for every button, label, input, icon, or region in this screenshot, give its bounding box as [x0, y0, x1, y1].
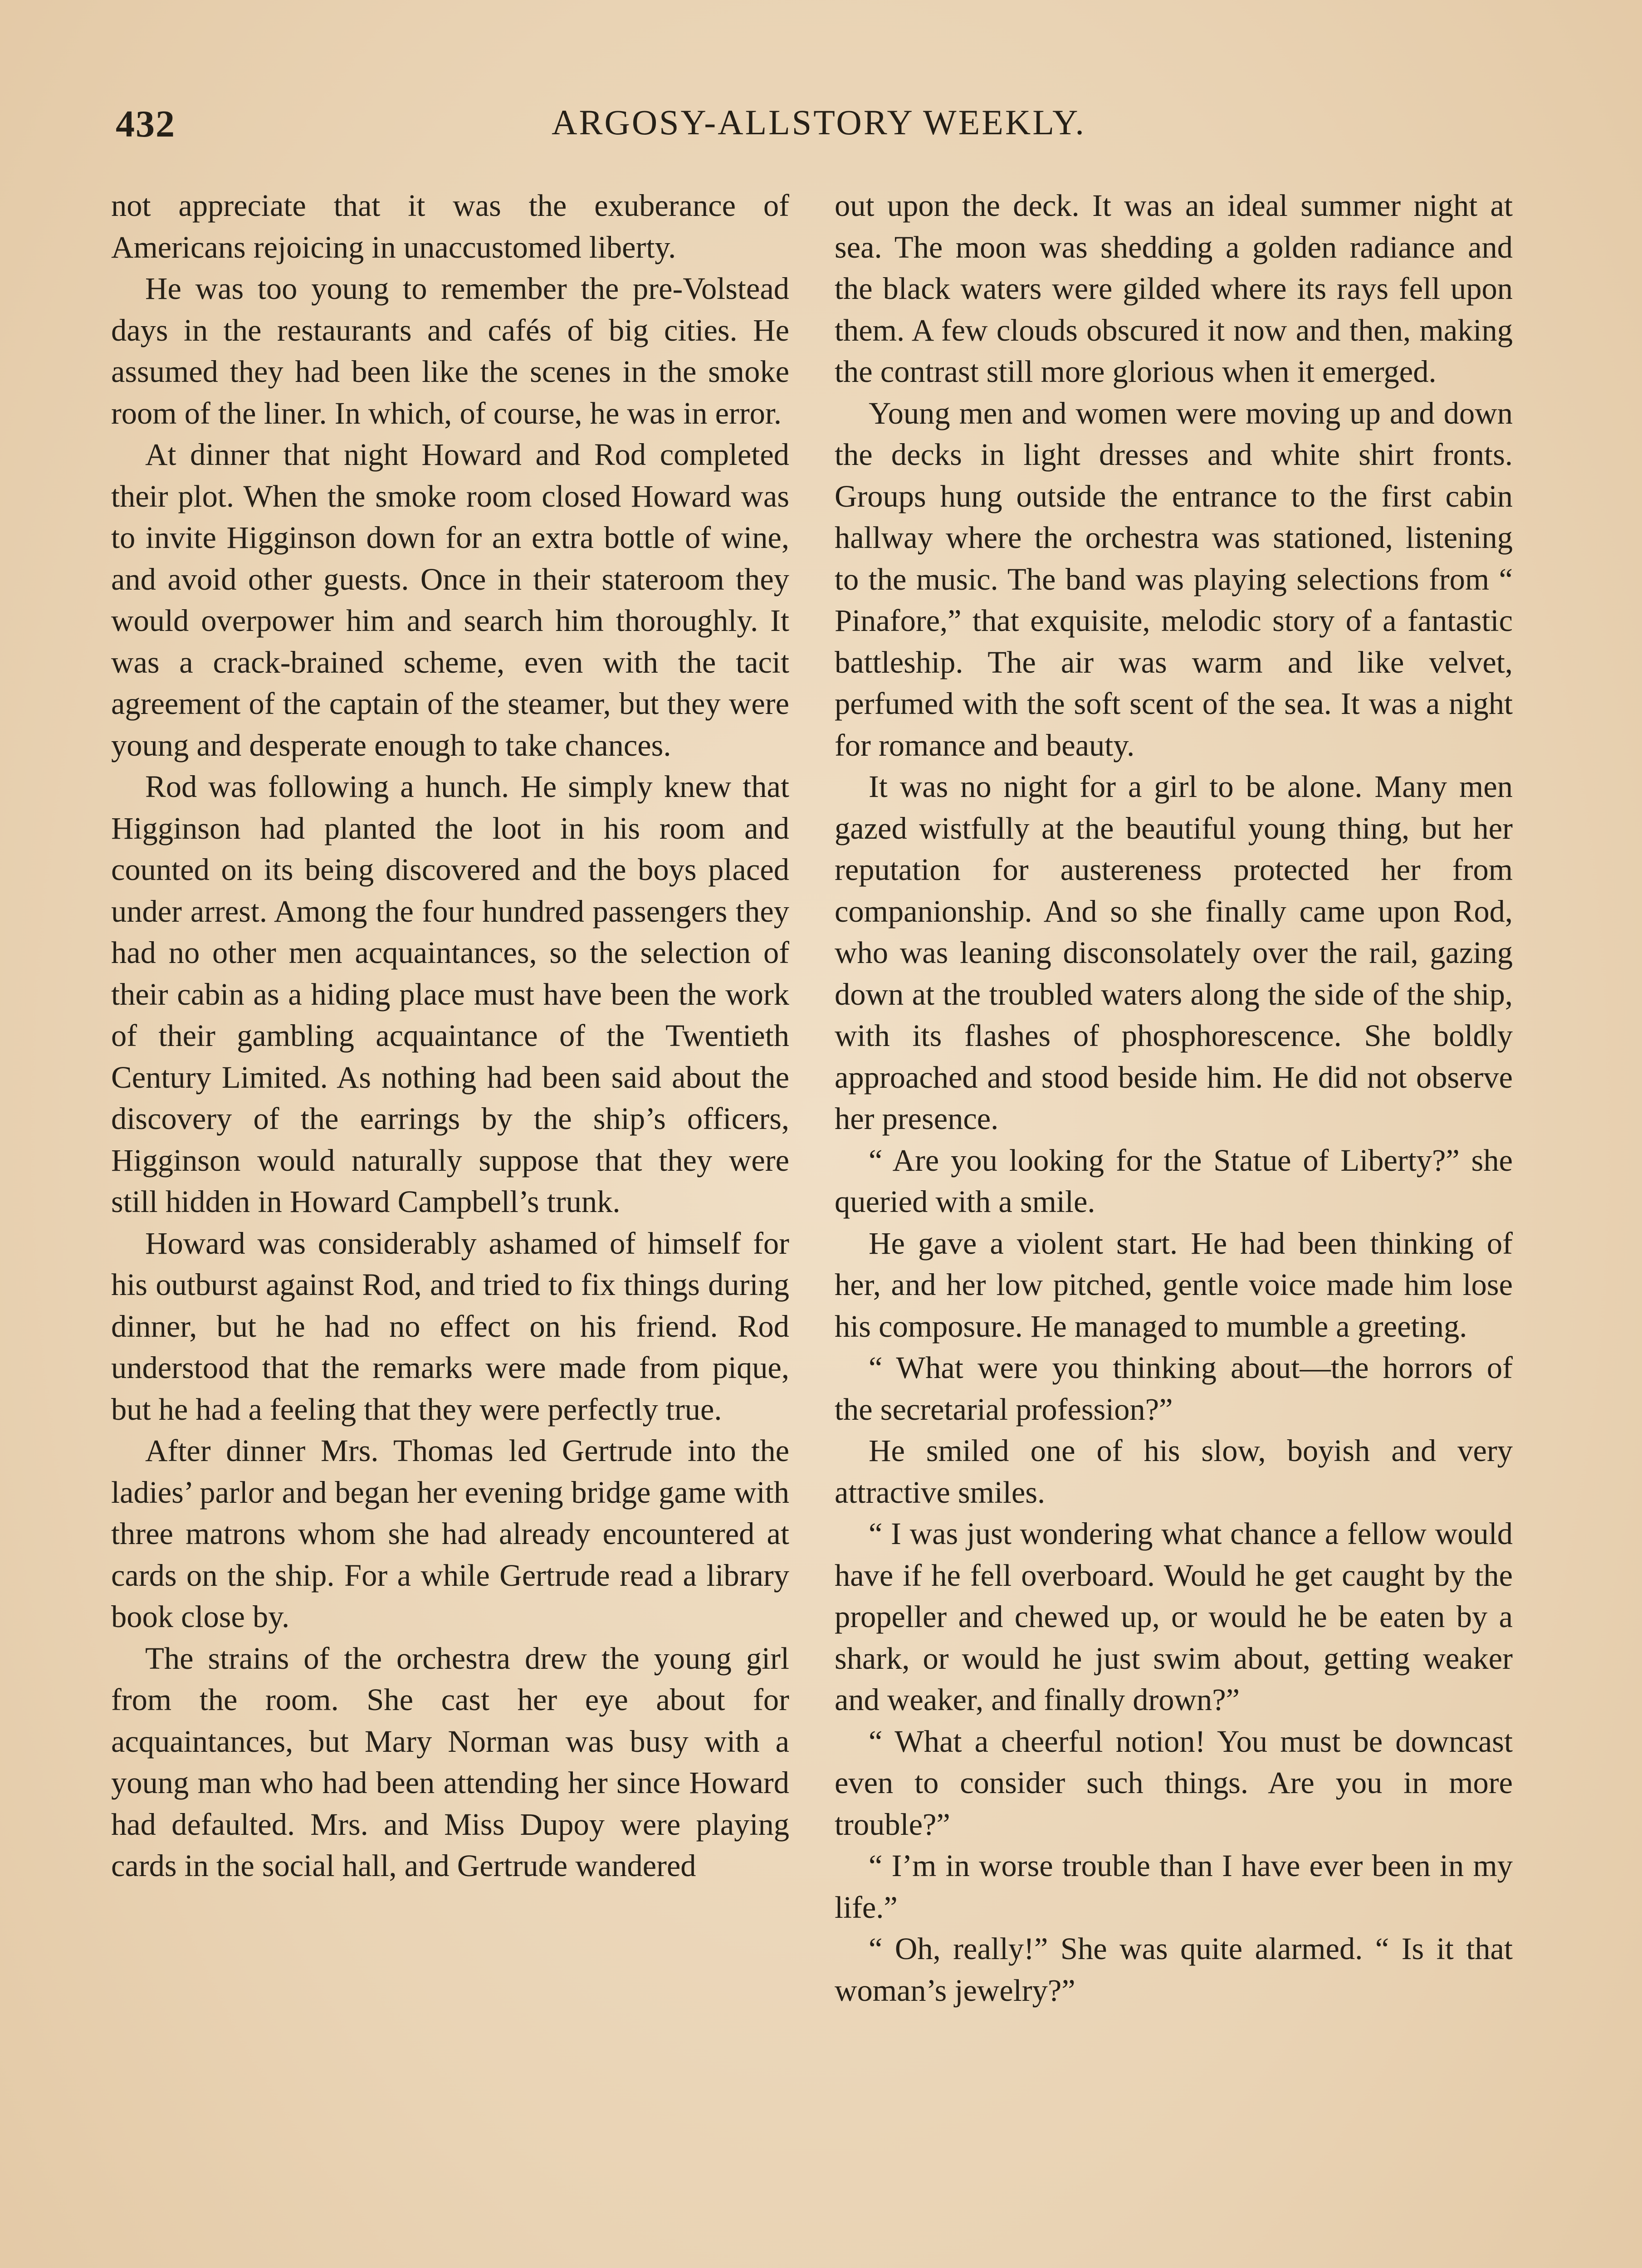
paragraph: “ Oh, really!” She was quite alarmed. “ Is it that woman’s jewelry?” — [835, 1931, 1513, 2008]
paragraph: Howard was considerably ashamed of himself for his outburst against Rod, and tried to fix things during dinner, but he had no effect on his friend. Rod understood that the remarks were made from pique, but he had a feeling that they were perfectly true. — [111, 1226, 789, 1427]
paragraph: Rod was following a hunch. He simply knew that Higginson had planted the loot in his room and counted on its being discovered and the boys placed under arrest. Among the four hundred passengers they had no other men acquaintances, so the selection of their cabin as a hiding place must have been the work of their gambling acquaintance of the Twentieth Century Limited. As nothing had been said about the discovery of the earrings by the ship’s officers, Higginson would naturally suppose that they were still hidden in Howard Campbell’s trunk. — [111, 769, 789, 1219]
paragraph: After dinner Mrs. Thomas led Gertrude into the ladies’ parlor and began her evening bridge game with three matrons whom she had already encountered at cards on the ship. For a while Gertrude read a library book close by. — [111, 1433, 789, 1634]
paragraph: He was too young to remember the pre-Volstead days in the restaurants and cafés of big cities. He assumed they had been like the scenes in the smoke room of the liner. In which, of course, he was in error. — [111, 271, 789, 430]
paragraph: not appreciate that it was the exuberance of Americans rejoicing in unaccustomed liberty. — [111, 188, 789, 264]
paragraph: The strains of the orchestra drew the young girl from the room. She cast her eye about for acquaintances, but Mary Norman was busy with a young man who had been attending her since Howard had defaulted. Mrs. and Miss Dupoy were playing cards in the social hall, and Gertrude wandered — [111, 1641, 789, 1883]
paragraph: out upon the deck. It was an ideal summer night at sea. The moon was shedding a golden radiance and the black waters were gilded where its rays fell upon them. A few clouds obscured it now and then, making the contrast still more glorious when it emerged. — [835, 188, 1513, 389]
paragraph: “ Are you looking for the Statue of Liberty?” she queried with a smile. — [835, 1143, 1513, 1219]
paragraph: He smiled one of his slow, boyish and very attractive smiles. — [835, 1433, 1513, 1510]
paragraph: “ I was just wondering what chance a fellow would have if he fell overboard. Would he get caught by the propeller and chewed up, or would he be eaten by a shark, or would he just swim about, getting weaker and weaker, and finally drown?” — [835, 1516, 1513, 1717]
left-column — [111, 185, 789, 2268]
right-column — [835, 185, 1513, 2268]
paragraph: It was no night for a girl to be alone. Many men gazed wistfully at the beautiful young thing, but her reputation for austereness protected her from companionship. And so she finally came upon Rod, who was leaning disconsolately over the rail, gazing down at the troubled waters along the side of the ship, with its flashes of phosphorescence. She boldly approached and stood beside him. He did not observe her presence. — [835, 769, 1513, 1136]
paragraph: He gave a violent start. He had been thinking of her, and her low pitched, gentle voice made him lose his composure. He managed to mumble a greeting. — [835, 1226, 1513, 1344]
paragraph: At dinner that night Howard and Rod completed their plot. When the smoke room closed Howard was to invite Higginson down for an extra bottle of wine, and avoid other guests. Once in their stateroom they would overpower him and search him thoroughly. It was a crack-brained scheme, even with the tacit agreement of the captain of the steamer, but they were young and desperate enough to take chances. — [111, 437, 789, 763]
paragraph: Young men and women were moving up and down the decks in light dresses and white shirt fronts. Groups hung outside the entrance to the first cabin hallway where the orchestra was stationed, listening to the music. The band was playing selections from “ Pinafore,” that exquisite, melodic story of a fantastic battleship. The air was warm and like velvet, perfumed with the soft scent of the sea. It was a night for romance and beauty. — [835, 396, 1513, 763]
running-head: ARGOSY-ALLSTORY WEEKLY. — [552, 103, 1086, 142]
paragraph: “ I’m in worse trouble than I have ever been in my life.” — [835, 1848, 1513, 1925]
paragraph: “ What a cheerful notion! You must be downcast even to consider such things. Are you in more trouble?” — [835, 1724, 1513, 1842]
page-number: 432 — [116, 103, 176, 145]
page-header — [116, 102, 1522, 156]
paragraph: “ What were you thinking about—the horrors of the secretarial profession?” — [835, 1350, 1513, 1427]
